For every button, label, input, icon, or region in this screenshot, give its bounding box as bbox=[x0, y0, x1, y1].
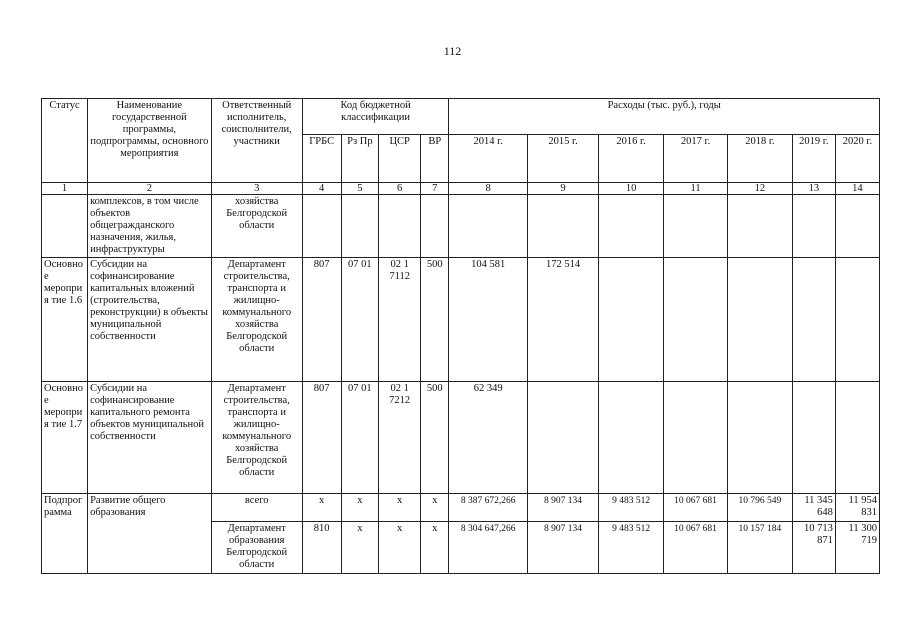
header-vr: ВР bbox=[421, 135, 449, 183]
rzpr-cell: х bbox=[341, 494, 379, 522]
value-cell bbox=[727, 258, 792, 382]
header-grbs: ГРБС bbox=[302, 135, 341, 183]
column-number: 3 bbox=[211, 183, 302, 195]
column-number: 5 bbox=[341, 183, 379, 195]
name-cell: Субсидии на софинансирование капитального ремонта объектов муниципальной собственности bbox=[88, 382, 212, 494]
header-budget-code: Код бюджетной классификации bbox=[302, 99, 449, 135]
value-cell: 10 067 681 bbox=[664, 494, 728, 522]
rzpr-cell: 07 01 bbox=[341, 258, 379, 382]
column-number: 6 bbox=[379, 183, 421, 195]
value-cell bbox=[599, 258, 664, 382]
csr-cell: 02 1 7212 bbox=[379, 382, 421, 494]
value-cell bbox=[527, 382, 598, 494]
vr-cell: 500 bbox=[421, 382, 449, 494]
csr-cell: х bbox=[379, 494, 421, 522]
rzpr-cell: х bbox=[341, 522, 379, 574]
value-cell: 9 483 512 bbox=[599, 494, 664, 522]
column-number: 4 bbox=[302, 183, 341, 195]
name-cell: Развитие общего образования bbox=[88, 494, 212, 574]
table-row bbox=[42, 494, 880, 522]
status-cell: Подпрог рамма bbox=[42, 494, 88, 574]
table-row bbox=[42, 195, 880, 258]
status-cell: Основное мероприя тие 1.7 bbox=[42, 382, 88, 494]
csr-cell: х bbox=[379, 522, 421, 574]
vr-cell: х bbox=[421, 494, 449, 522]
value-cell bbox=[792, 258, 835, 382]
grbs-cell: 807 bbox=[302, 382, 341, 494]
table-row bbox=[42, 382, 880, 494]
header-status: Статус bbox=[42, 99, 88, 183]
header-csr: ЦСР bbox=[379, 135, 421, 183]
header-year: 2018 г. bbox=[727, 135, 792, 183]
budget-table bbox=[41, 98, 880, 574]
name-cell: Субсидии на софинансирование капитальных вложений (строительства, реконструкции) в объекты муниципальной собственности bbox=[88, 258, 212, 382]
header-expenses: Расходы (тыс. руб.), годы bbox=[449, 99, 880, 135]
value-cell: 8 304 647,266 bbox=[449, 522, 528, 574]
header-responsible: Ответственный исполнитель, соисполнители, участники bbox=[211, 99, 302, 183]
column-number: 10 bbox=[599, 183, 664, 195]
header-row-1 bbox=[42, 99, 880, 135]
responsible-cell: всего bbox=[211, 494, 302, 522]
value-cell: 11 345 648 bbox=[792, 494, 835, 522]
value-cell: 104 581 bbox=[449, 258, 528, 382]
value-cell bbox=[835, 382, 879, 494]
header-year: 2015 г. bbox=[527, 135, 598, 183]
responsible-cell: хозяйства Белгородской области bbox=[211, 195, 302, 258]
value-cell bbox=[835, 195, 879, 258]
column-number: 12 bbox=[727, 183, 792, 195]
rzpr-cell bbox=[341, 195, 379, 258]
value-cell: 11 954 831 bbox=[835, 494, 879, 522]
header-year: 2019 г. bbox=[792, 135, 835, 183]
grbs-cell: 810 bbox=[302, 522, 341, 574]
value-cell: 10 067 681 bbox=[664, 522, 728, 574]
grbs-cell: х bbox=[302, 494, 341, 522]
vr-cell: х bbox=[421, 522, 449, 574]
column-number: 1 bbox=[42, 183, 88, 195]
value-cell bbox=[727, 382, 792, 494]
value-cell bbox=[792, 382, 835, 494]
column-number: 11 bbox=[664, 183, 728, 195]
vr-cell bbox=[421, 195, 449, 258]
grbs-cell bbox=[302, 195, 341, 258]
header-year: 2016 г. bbox=[599, 135, 664, 183]
value-cell: 8 907 134 bbox=[527, 522, 598, 574]
value-cell bbox=[599, 382, 664, 494]
page-number: 112 bbox=[443, 44, 462, 58]
value-cell: 62 349 bbox=[449, 382, 528, 494]
header-year: 2014 г. bbox=[449, 135, 528, 183]
value-cell: 8 907 134 bbox=[527, 494, 598, 522]
value-cell bbox=[527, 195, 598, 258]
column-number: 7 bbox=[421, 183, 449, 195]
grbs-cell: 807 bbox=[302, 258, 341, 382]
header-name: Наименование государственной программы, подпрограммы, основного мероприятия bbox=[88, 99, 212, 183]
name-cell: комплексов, в том числе объектов общегражданского назначения, жилья, инфраструктуры bbox=[88, 195, 212, 258]
value-cell: 9 483 512 bbox=[599, 522, 664, 574]
header-year: 2017 г. bbox=[664, 135, 728, 183]
value-cell bbox=[599, 195, 664, 258]
value-cell bbox=[792, 195, 835, 258]
responsible-cell: Департамент строительства, транспорта и жилищно-коммунального хозяйства Белгородской области bbox=[211, 382, 302, 494]
value-cell bbox=[835, 258, 879, 382]
value-cell bbox=[727, 195, 792, 258]
csr-cell bbox=[379, 195, 421, 258]
column-number: 8 bbox=[449, 183, 528, 195]
vr-cell: 500 bbox=[421, 258, 449, 382]
value-cell: 8 387 672,266 bbox=[449, 494, 528, 522]
status-cell bbox=[42, 195, 88, 258]
value-cell bbox=[664, 195, 728, 258]
responsible-cell: Департамент строительства, транспорта и жилищно-коммунального хозяйства Белгородской области bbox=[211, 258, 302, 382]
value-cell: 11 300 719 bbox=[835, 522, 879, 574]
value-cell bbox=[664, 258, 728, 382]
column-number-row bbox=[42, 183, 880, 195]
header-rzpr: Рз Пр bbox=[341, 135, 379, 183]
value-cell bbox=[449, 195, 528, 258]
csr-cell: 02 1 7112 bbox=[379, 258, 421, 382]
column-number: 14 bbox=[835, 183, 879, 195]
status-cell: Основное мероприя тие 1.6 bbox=[42, 258, 88, 382]
column-number: 2 bbox=[88, 183, 212, 195]
column-number: 13 bbox=[792, 183, 835, 195]
value-cell: 172 514 bbox=[527, 258, 598, 382]
value-cell bbox=[664, 382, 728, 494]
responsible-cell: Департамент образования Белгородской области bbox=[211, 522, 302, 574]
column-number: 9 bbox=[527, 183, 598, 195]
value-cell: 10 796 549 bbox=[727, 494, 792, 522]
header-year: 2020 г. bbox=[835, 135, 879, 183]
value-cell: 10 157 184 bbox=[727, 522, 792, 574]
table-row bbox=[42, 258, 880, 382]
value-cell: 10 713 871 bbox=[792, 522, 835, 574]
rzpr-cell: 07 01 bbox=[341, 382, 379, 494]
